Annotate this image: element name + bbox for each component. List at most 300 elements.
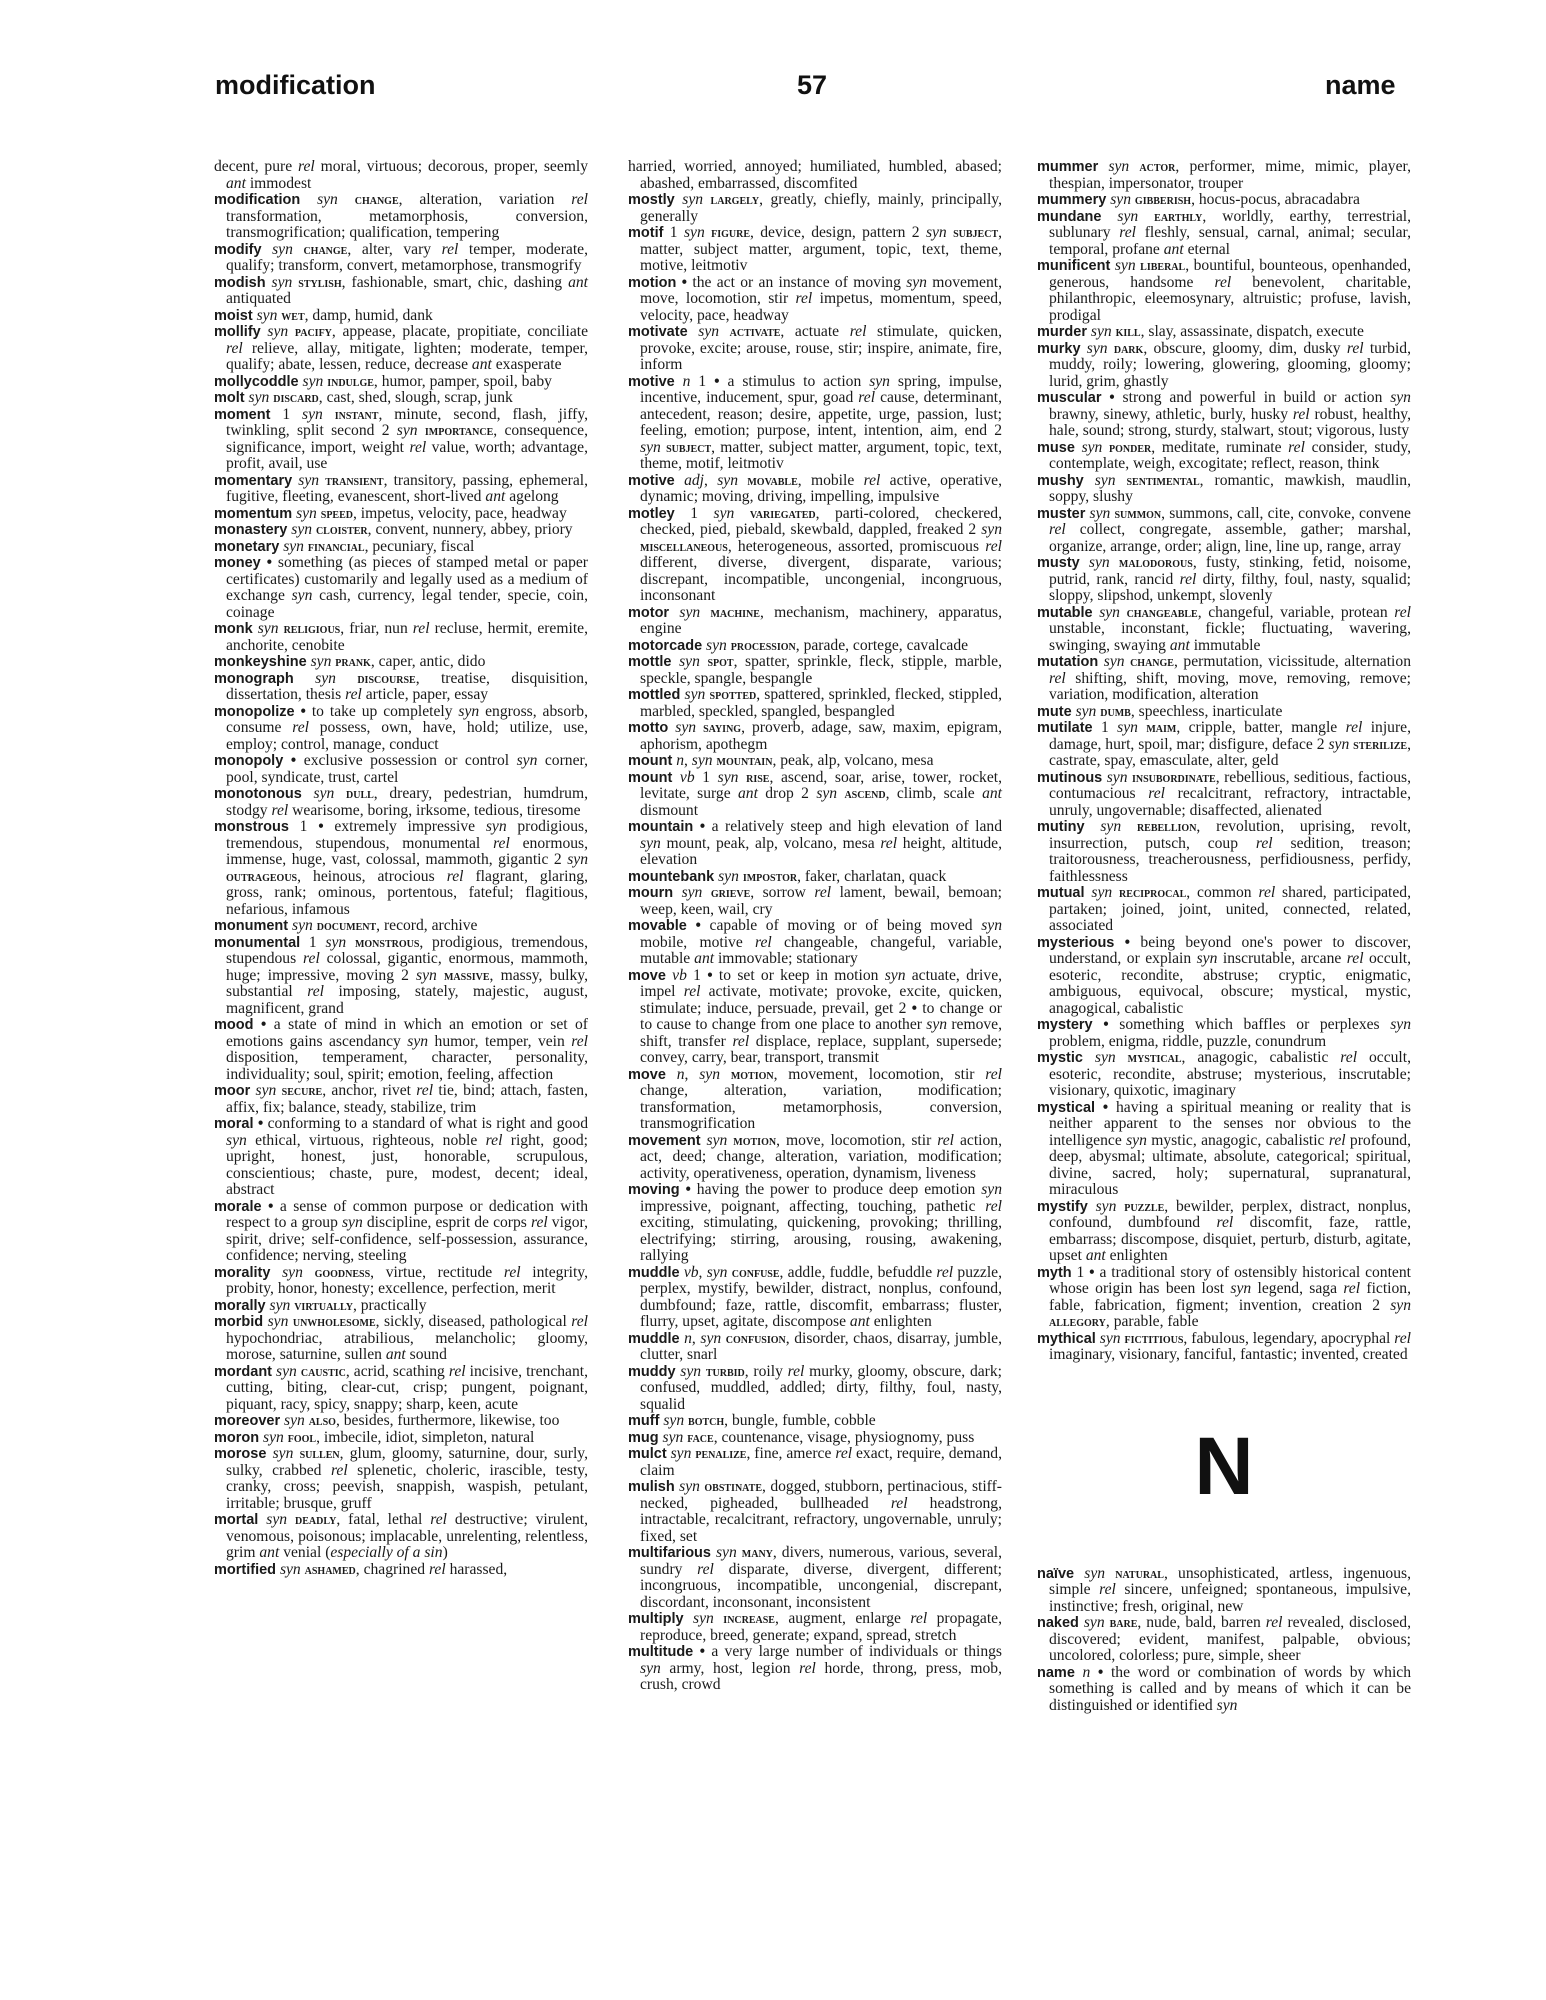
usage-label: ant <box>694 950 715 967</box>
usage-label: syn <box>1075 702 1097 720</box>
cross-reference: largely <box>710 192 760 208</box>
cross-reference: botch <box>688 1413 725 1429</box>
usage-label: syn <box>699 1065 720 1083</box>
entry-headword: monetary <box>214 538 280 555</box>
definition-bullet: • <box>699 1643 706 1660</box>
dictionary-entry: mutilate 1 syn maim, cripple, batter, mangle rel injure, damage, hurt, spoil, mar; disfigure, deface 2 syn sterilize, castrate, spay, emasculate, alter, geld <box>1037 719 1411 769</box>
cross-reference: mountain <box>716 753 773 769</box>
usage-label: rel <box>1346 339 1364 357</box>
definition-bullet: • <box>1102 1098 1109 1116</box>
usage-label: syn <box>272 1445 294 1462</box>
usage-label: rel <box>683 983 701 1000</box>
usage-label: syn <box>679 603 701 621</box>
usage-label: ant <box>485 488 506 505</box>
usage-label: rel <box>530 1214 548 1231</box>
entry-headword: motto <box>628 720 669 736</box>
cross-reference: document <box>316 918 377 934</box>
entry-headword: modish <box>214 274 266 291</box>
entry-headword: modification <box>214 192 301 208</box>
entry-headword: munificent <box>1037 258 1111 274</box>
entry-headword: musty <box>1037 555 1080 571</box>
cross-reference: natural <box>1115 1565 1164 1582</box>
usage-label: ant <box>1085 1247 1106 1264</box>
cross-reference: stylish <box>298 274 342 291</box>
usage-label: rel <box>1258 884 1276 901</box>
dictionary-entry: mood • a state of mind in which an emotion or set of emotions gains ascendancy syn humor, temper, vein rel disposition, temperament, character, personality, individuality; soul, spirit; emotion, feeling, affection <box>214 1016 588 1083</box>
usage-label: syn <box>679 653 700 670</box>
usage-label: syn <box>317 191 338 208</box>
entry-headword: muddle <box>628 1330 680 1347</box>
dictionary-entry: morbid syn unwholesome, sickly, diseased, pathological rel hypochondriac, atrabilious, melancholic; gloomy, morose, saturnine, sullen ant sound <box>214 1313 588 1363</box>
entry-headword: movement <box>628 1132 701 1149</box>
usage-label: rel <box>1292 405 1310 423</box>
usage-label: rel <box>271 801 289 819</box>
cross-reference: change <box>1130 654 1174 670</box>
entry-headword: monstrous <box>214 819 289 835</box>
usage-label: syn <box>717 471 739 489</box>
dictionary-entry: money • something (as pieces of stamped metal or paper certificates) customarily and legally used as a medium of exchange syn cash, currency, legal tender, specie, coin, coinage <box>214 554 588 621</box>
dictionary-entry: motor syn machine, mechanism, machinery, apparatus, engine <box>628 603 1002 637</box>
usage-label: rel <box>795 290 813 307</box>
dictionary-entry: multitude • a very large number of individuals or things syn army, host, legion rel horde, throng, press, mob, crush, crowd <box>628 1643 1002 1693</box>
usage-label: rel <box>1179 570 1197 588</box>
entry-headword: motor <box>628 604 670 621</box>
definition-bullet: • <box>1097 1663 1104 1681</box>
cross-reference: ashamed <box>304 1561 356 1578</box>
usage-label: syn <box>1094 1049 1116 1066</box>
entry-headword: multifarious <box>628 1545 711 1561</box>
usage-label: syn <box>718 867 739 885</box>
usage-label: syn <box>640 438 661 456</box>
cross-reference: discourse <box>357 670 416 687</box>
dictionary-entry: motive n 1 • a stimulus to action syn spring, impulse, incentive, inducement, spur, goad rel cause, determinant, antecedent, reason; desire, appetite, urge, passion, lust; feeling, emotion; purpose, intent, intention, aim, end 2 syn subject, matter, subject matter, argument, topic, text, theme, motif, leitmotiv <box>628 372 1002 472</box>
cross-reference: prank <box>335 654 371 670</box>
usage-label: syn <box>396 422 418 439</box>
usage-label: rel <box>1346 950 1364 967</box>
entry-headword: mottled <box>628 687 681 703</box>
left-guide-word: modification <box>215 70 376 100</box>
cross-reference: fictitious <box>1124 1330 1184 1347</box>
definition-bullet: • <box>911 999 918 1017</box>
usage-label: syn <box>1117 719 1138 736</box>
usage-label: rel <box>409 438 427 456</box>
usage-label: rel <box>1216 1214 1234 1231</box>
usage-label: syn <box>291 521 313 538</box>
usage-label: n <box>684 1329 692 1347</box>
cross-reference: pacify <box>294 324 332 340</box>
usage-label: rel <box>448 1362 466 1380</box>
usage-label: syn <box>640 834 661 852</box>
definition-bullet: • <box>318 818 324 835</box>
usage-label: rel <box>493 834 510 852</box>
entry-headword: mountebank <box>628 868 715 885</box>
usage-label: syn <box>1084 1564 1106 1582</box>
dictionary-entry: multifarious syn many, divers, numerous, various, several, sundry rel disparate, diverse, divergent, different; incongruous, incompatible, uncongenial, discrepant, discordant, inconsonant, inconsistent <box>628 1544 1002 1611</box>
usage-label: syn <box>1110 191 1132 208</box>
usage-label: ant <box>849 1313 870 1330</box>
dictionary-entry: move vb 1 • to set or keep in motion syn actuate, drive, impel rel activate, motivate; provoke, excite, quicken, stimulate; induce, persuade, prevail, get 2 • to change or to cause to change from one place to another syn remove, shift, transfer rel displace, replace, supplant, supersede; convey, carry, bear, transport, transmit <box>628 966 1003 1066</box>
usage-label: syn <box>226 1131 247 1149</box>
entry-headword: monograph <box>214 670 294 687</box>
entry-headword: moron <box>214 1429 260 1446</box>
usage-label: syn <box>675 719 697 736</box>
dictionary-entry: morose syn sullen, glum, gloomy, saturnine, dour, surly, sulky, crabbed rel splenetic, choleric, irascible, testy, cranky, cross; peevish, snappish, waspish, petulant, irritable; brusque, gruff <box>214 1445 588 1512</box>
usage-label: rel <box>297 158 315 175</box>
right-guide-word: name <box>1325 70 1396 100</box>
usage-label: syn <box>313 785 335 802</box>
usage-label: syn <box>257 620 279 637</box>
entry-headword: muse <box>1037 439 1075 456</box>
dictionary-entry: moreover syn also, besides, furthermore, likewise, too <box>214 1412 560 1429</box>
usage-label: rel <box>937 1131 955 1149</box>
usage-label: syn <box>302 405 323 423</box>
definition-bullet: • <box>266 554 273 571</box>
entry-headword: morale <box>214 1198 262 1215</box>
cross-reference: figure <box>711 225 751 241</box>
entry-headword: moreover <box>214 1413 281 1429</box>
entry-headword: naked <box>1037 1615 1079 1631</box>
usage-label: rel <box>1394 603 1411 621</box>
entry-headword: multitude <box>628 1644 694 1660</box>
cross-reference: spot <box>707 654 734 670</box>
usage-label: syn <box>679 1478 700 1495</box>
cross-reference: cloister <box>315 522 368 538</box>
dictionary-entry: mystic syn mystical, anagogic, cabalistic rel occult, esoteric, recondite, abstruse; mysterious, inscrutable; visionary, quixotic, imaginary <box>1037 1049 1411 1099</box>
definition-bullet: • <box>260 1016 267 1033</box>
usage-label: syn <box>1103 653 1125 670</box>
entry-headword: money <box>214 555 261 571</box>
entry-headword: mystic <box>1037 1050 1083 1066</box>
cross-reference: increase <box>723 1611 775 1627</box>
dictionary-entry: mount vb 1 syn rise, ascend, soar, arise, tower, rocket, levitate, surge ant drop 2 syn ascend, climb, scale ant dismount <box>628 768 1003 819</box>
dictionary-entry: muddle n, syn confusion, disorder, chaos, disarray, jumble, clutter, snarl <box>628 1329 1002 1363</box>
usage-label: rel <box>503 1263 521 1281</box>
usage-label: n <box>1082 1663 1091 1681</box>
entry-headword: mutinous <box>1037 769 1103 786</box>
dictionary-entry: monkeyshine syn prank, caper, antic, dido <box>214 653 486 670</box>
cross-reference: saying <box>703 720 742 736</box>
usage-label: syn <box>869 372 890 390</box>
cross-reference: variegated <box>749 505 816 522</box>
cross-reference: confuse <box>731 1264 780 1281</box>
cross-reference: obstinate <box>704 1479 762 1495</box>
usage-label: syn <box>567 851 588 868</box>
dictionary-entry: motto syn saying, proverb, adage, saw, maxim, epigram, aphorism, apothegm <box>628 719 1002 753</box>
usage-label: syn <box>1100 818 1122 835</box>
dictionary-entry: decent, pure rel moral, virtuous; decorous, proper, seemly ant immodest <box>214 158 588 192</box>
usage-label: syn <box>670 1445 692 1462</box>
dictionary-entry: molt syn discard, cast, shed, slough, scrap, junk <box>214 389 513 406</box>
entry-headword: motion <box>628 274 677 291</box>
usage-label: syn <box>263 1428 284 1446</box>
usage-label: rel <box>345 686 362 703</box>
entry-headword: molt <box>214 390 245 406</box>
dictionary-entry: muddle vb, syn confuse, addle, fuddle, befuddle rel puzzle, perplex, mystify, bewilder, distract, nonplus, confound, dumbfound; faze, rattle, discomfit, embarrass; fluster, flurry, upset, agitate, discompose ant enlighten <box>628 1263 1002 1330</box>
definition-bullet: • <box>1103 1016 1109 1033</box>
cross-reference: maim <box>1146 720 1177 736</box>
usage-label: rel <box>835 1445 853 1462</box>
dictionary-entry: modification syn change, alteration, variation rel transformation, metamorphosis, conversion, transmogrification; qualification, tempering <box>214 191 589 241</box>
usage-label: syn <box>279 1560 301 1578</box>
dictionary-entry: move n, syn motion, movement, locomotion, stir rel change, alteration, variation, modification; transformation, metamorphosis, conversion, transmogrification <box>628 1065 1003 1132</box>
definition-bullet: • <box>257 1115 264 1132</box>
usage-label: rel <box>485 1131 503 1149</box>
dictionary-entry: monk syn religious, friar, nun rel recluse, hermit, eremite, anchorite, cenobite <box>214 620 588 654</box>
usage-label: syn <box>248 389 270 406</box>
dictionary-entry: monstrous 1 • extremely impressive syn prodigious, tremendous, stupendous, monumental rel enormous, immense, huge, vast, colossal, mammoth, gigantic 2 syn outrageous, heinous, atrocious rel flagrant, glaring, gross, rank; ominous, portentous, fateful; flagitious, nefarious, infamous <box>214 818 589 918</box>
dictionary-entry: mutual syn reciprocal, common rel shared, participated, partaken; joined, joint, united, connected, related, associated <box>1037 884 1411 934</box>
usage-label: rel <box>1394 1329 1412 1347</box>
entry-headword: mute <box>1037 703 1072 720</box>
entry-headword: mummer <box>1037 159 1099 175</box>
cross-reference: machine <box>710 604 760 621</box>
usage-label: syn <box>981 521 1002 538</box>
entry-headword: monument <box>214 918 289 934</box>
dictionary-entry: muster syn summon, summons, call, cite, convoke, convene rel collect, congregate, assemble, gather; marshal, organize, arrange, order; align, line, line up, range, array <box>1037 504 1411 555</box>
usage-label: rel <box>292 719 309 736</box>
entry-headword: mug <box>628 1429 659 1446</box>
cross-reference: massive <box>443 967 490 984</box>
usage-label: syn <box>1090 323 1112 340</box>
cross-reference: malodorous <box>1118 555 1193 571</box>
usage-label: rel <box>303 950 320 967</box>
entry-headword: mortal <box>214 1512 259 1528</box>
usage-label: syn <box>640 1659 661 1677</box>
cross-reference: instant <box>334 406 379 423</box>
dictionary-entry: monastery syn cloister, convent, nunnery, abbey, priory <box>214 521 573 538</box>
usage-label: syn <box>272 240 293 258</box>
usage-label: rel <box>1049 521 1066 538</box>
entry-headword: modify <box>214 241 262 258</box>
dictionary-entry: mollify syn pacify, appease, placate, propitiate, conciliate rel relieve, allay, mitigate, lighten; moderate, temper, qualify; abate, lessen, reduce, decrease ant exasperate <box>214 323 589 373</box>
cross-reference: rise <box>746 769 770 786</box>
usage-label: syn <box>284 1412 305 1429</box>
dictionary-entry: monetary syn financial, pecuniary, fiscal <box>214 537 475 555</box>
entry-headword: mystify <box>1037 1198 1088 1215</box>
entry-headword: monastery <box>214 522 288 538</box>
dictionary-entry: moving • having the power to produce deep emotion syn impressive, poignant, affecting, touching, pathetic rel exciting, stimulating, quickening, provoking; thrilling, electrifying; stirring, arousing, rousing, awakening, rallying <box>628 1181 1002 1264</box>
cross-reference: sentimental <box>1126 472 1200 489</box>
dictionary-entry: moral • conforming to a standard of what is right and good syn ethical, virtuous, righteous, noble rel right, good; upright, honest, just, honorable, scrupulous, conscientious; chaste, pure, modest, decent; ideal, abstract <box>214 1115 588 1198</box>
entry-headword: monkeyshine <box>214 654 307 670</box>
entry-headword: mythical <box>1037 1330 1096 1347</box>
cross-reference: subject <box>953 225 999 241</box>
usage-label: syn <box>1390 389 1411 406</box>
cross-reference: bare <box>1109 1615 1138 1631</box>
entry-column-3 <box>1037 159 1411 1714</box>
dictionary-entry: moor syn secure, anchor, rivet rel tie, bind; attach, fasten, affix, fix; balance, steady, stabilize, trim <box>214 1082 588 1116</box>
usage-label: n <box>676 1065 685 1083</box>
cross-reference: virtually <box>294 1297 353 1314</box>
usage-label: syn <box>981 1181 1002 1198</box>
cross-reference: motion <box>733 1132 777 1149</box>
cross-reference: caustic <box>300 1363 346 1380</box>
cross-reference: insubordinate <box>1131 769 1216 786</box>
dictionary-entry: mottled syn spotted, spattered, sprinkled, flecked, stippled, marbled, speckled, spangled, bespangled <box>628 686 1002 720</box>
usage-label: syn <box>683 224 705 241</box>
entry-headword: mordant <box>214 1363 272 1380</box>
usage-label: syn <box>302 372 324 390</box>
usage-label: syn <box>684 686 706 703</box>
cross-reference: deadly <box>295 1512 337 1528</box>
usage-label: syn <box>1083 1614 1105 1631</box>
entry-headword: motorcade <box>628 637 703 654</box>
usage-label: syn <box>458 702 480 720</box>
usage-label: syn <box>926 1016 948 1033</box>
entry-headword: moral <box>214 1116 254 1132</box>
usage-label: syn <box>1117 207 1139 225</box>
cross-reference: reciprocal <box>1119 885 1187 901</box>
dictionary-entry: monopolize • to take up completely syn engross, absorb, consume rel possess, own, have, hold; utilize, use, employ; control, manage, conduct <box>214 702 589 753</box>
usage-label: syn <box>1089 504 1111 522</box>
dictionary-entry: mourn syn grieve, sorrow rel lament, bewail, bemoan; weep, keen, wail, cry <box>628 884 1002 918</box>
dictionary-entry: murder syn kill, slay, assassinate, dispatch, execute <box>1037 323 1364 340</box>
entry-headword: mottle <box>628 654 672 670</box>
usage-label: rel <box>755 933 772 951</box>
usage-label: n <box>682 372 691 390</box>
entry-headword: moving <box>628 1182 680 1198</box>
usage-label: ant <box>1169 636 1190 654</box>
dictionary-entry: mulish syn obstinate, dogged, stubborn, pertinacious, stiff-necked, pigheaded, bullheaded rel headstrong, intractable, recalcitrant, refractory, ungovernable, unruly; fixed, set <box>628 1478 1003 1545</box>
dictionary-entry: motorcade syn procession, parade, cortege, cavalcade <box>628 636 969 654</box>
usage-label: ant <box>226 174 246 192</box>
entry-headword: motivate <box>628 324 688 340</box>
usage-label: rel <box>985 537 1002 555</box>
usage-label: syn <box>706 636 727 654</box>
entry-headword: momentum <box>214 505 293 522</box>
dictionary-entry: mortal syn deadly, fatal, lethal rel destructive; virulent, venomous, poisonous; implacable, unrelenting, relentless, grim ant venial (especially of a sin) <box>214 1511 588 1561</box>
dictionary-entry: mottle syn spot, spatter, sprinkle, fleck, stipple, marble, speckle, spangle, bespangle <box>628 653 1003 687</box>
entry-headword: mood <box>214 1017 254 1033</box>
dictionary-entry: mortified syn ashamed, chagrined rel harassed, <box>214 1560 508 1578</box>
cross-reference: puzzle <box>1124 1198 1165 1215</box>
definition-bullet: • <box>685 1181 691 1198</box>
usage-label: syn <box>485 818 507 835</box>
entry-headword: muster <box>1037 505 1086 522</box>
usage-label: syn <box>715 1544 737 1561</box>
cross-reference: outrageous <box>226 868 298 885</box>
entry-headword: mount <box>628 769 673 786</box>
cross-reference: actor <box>1139 159 1176 175</box>
dictionary-entry: musty syn malodorous, fusty, stinking, fetid, noisome, putrid, rank, rancid rel dirty, filthy, foul, nasty, squalid; sloppy, slipshod, unkempt, slovenly <box>1037 554 1411 604</box>
usage-label: syn <box>256 306 278 324</box>
entry-headword: monk <box>214 621 253 637</box>
usage-label: syn <box>717 768 739 786</box>
entry-headword: mutilate <box>1037 720 1093 736</box>
cross-reference: allegory <box>1049 1314 1106 1330</box>
dictionary-entry: mutinous syn insubordinate, rebellious, seditious, factious, contumacious rel recalcitrant, refractory, intractable, unruly, ungovernable; disaffected, alienated <box>1037 768 1412 819</box>
usage-label: syn <box>267 1313 289 1330</box>
cross-reference: sterilize <box>1353 736 1408 753</box>
entry-headword: mortified <box>214 1561 277 1578</box>
cross-reference: fool <box>287 1429 317 1446</box>
entry-headword: mulish <box>628 1479 675 1495</box>
dictionary-entry: mutiny syn rebellion, revolution, uprising, revolt, insurrection, putsch, coup rel sedition, treason; traitorousness, treacherousness, perfidiousness, perfidy, faithlessness <box>1037 818 1412 885</box>
usage-label: syn <box>816 785 838 802</box>
dictionary-entry: modish syn stylish, fashionable, smart, chic, dashing ant antiquated <box>214 273 588 307</box>
usage-label: rel <box>799 1659 816 1677</box>
usage-label: syn <box>706 1263 728 1281</box>
cross-reference: rebellion <box>1136 819 1197 835</box>
usage-label: rel <box>890 1494 908 1512</box>
usage-label: syn <box>276 1362 297 1380</box>
definition-bullet: • <box>1109 389 1115 406</box>
cross-reference: discard <box>273 390 319 406</box>
cross-reference: wet <box>281 307 305 324</box>
usage-label: syn <box>1095 1197 1117 1215</box>
usage-label: rel <box>226 339 243 357</box>
usage-label: rel <box>849 323 867 340</box>
entry-headword: moor <box>214 1083 251 1099</box>
dictionary-entry: monotonous syn dull, dreary, pedestrian, humdrum, stodgy rel wearisome, boring, irksome, tedious, tiresome <box>214 785 588 819</box>
entry-headword: mummery <box>1037 192 1107 208</box>
entry-headword: movable <box>628 918 687 934</box>
dictionary-entry: myth 1 • a traditional story of ostensibly historical content whose origin has been lost syn legend, saga rel fiction, fable, fabrication, figment; invention, creation 2 syn allegory, parable, fable <box>1037 1263 1411 1330</box>
usage-label: syn <box>1088 554 1110 571</box>
usage-label: syn <box>1099 1329 1121 1347</box>
usage-label: ant <box>1163 240 1184 258</box>
dictionary-entry: naïve syn natural, unsophisticated, artless, ingenuous, simple rel sincere, unfeigned; spontaneous, impulsive, instinctive; fresh, original, new <box>1037 1564 1411 1615</box>
dictionary-entry: harried, worried, annoyed; humiliated, humbled, abased; abashed, embarrassed, discomfited <box>628 158 1002 192</box>
definition-bullet: • <box>707 966 713 984</box>
usage-label: ant <box>471 356 492 373</box>
entry-headword: mysterious <box>1037 934 1115 951</box>
cross-reference: importance <box>424 423 494 439</box>
cross-reference: speed <box>320 505 353 522</box>
dictionary-entry: mystical • having a spiritual meaning or reality that is neither apparent to the senses nor obvious to the intelligence syn mystic, anagogic, cabalistic rel profound, deep, abysmal; ultimate, absolute, categorical; spiritual, divine, sacred, holy; supernatural, supranatural, miraculous <box>1037 1098 1411 1198</box>
cross-reference: dark <box>1113 340 1144 357</box>
entry-headword: myth <box>1037 1264 1072 1281</box>
usage-label: rel <box>1345 719 1363 736</box>
usage-label: vb <box>672 966 687 984</box>
entry-headword: monopoly <box>214 753 284 769</box>
cross-reference: miscellaneous <box>640 538 728 555</box>
entry-headword: mountain <box>628 819 694 835</box>
entry-headword: monotonous <box>214 786 302 802</box>
dictionary-entry: multiply syn increase, augment, enlarge rel propagate, reproduce, breed, generate; expand, spread, stretch <box>628 1610 1002 1644</box>
dictionary-entry: motion • the act or an instance of moving syn movement, move, locomotion, stir rel impetus, momentum, speed, velocity, pace, headway <box>628 273 1003 324</box>
dictionary-entry: mount n, syn mountain, peak, alp, volcano, mesa <box>628 752 934 769</box>
usage-label: rel <box>307 983 324 1000</box>
entry-headword: motive <box>628 373 675 390</box>
usage-label: syn <box>1099 603 1120 621</box>
usage-label: rel <box>936 1263 954 1281</box>
usage-label: syn <box>315 669 336 687</box>
usage-label: syn <box>700 1329 722 1347</box>
page-number: 57 <box>797 70 828 100</box>
entry-headword: motive <box>628 472 675 489</box>
dictionary-entry: monograph syn discourse, treatise, disquisition, dissertation, thesis rel article, paper, essay <box>214 669 588 703</box>
usage-label: syn <box>693 1610 714 1627</box>
cross-reference: mystical <box>1127 1050 1182 1066</box>
entry-headword: morally <box>214 1297 266 1314</box>
dictionary-entry: movement syn motion, move, locomotion, stir rel action, act, deed; change, alteration, variation, modification; activity, operativeness, operation, dynamism, liveness <box>628 1131 1002 1182</box>
cross-reference: change <box>354 192 399 208</box>
cross-reference: also <box>308 1413 336 1429</box>
entry-headword: murky <box>1037 340 1081 357</box>
dictionary-entry: muscular • strong and powerful in build or action syn brawny, sinewy, athletic, burly, husky rel robust, healthy, hale, sound; strong, sturdy, stalwart, stout; vigorous, lusty <box>1037 389 1411 439</box>
usage-label: syn <box>269 1296 291 1314</box>
usage-label: syn <box>1230 1280 1252 1297</box>
section-letter: N <box>1194 1420 1254 1512</box>
usage-label: ant <box>259 1544 280 1561</box>
entry-headword: mollify <box>214 324 261 340</box>
dictionary-entry: morality syn goodness, virtue, rectitude rel integrity, probity, honor, honesty; excellence, perfection, merit <box>214 1263 588 1297</box>
dictionary-entry: muff syn botch, bungle, fumble, cobble <box>628 1412 876 1429</box>
entry-column-2 <box>628 159 1002 1694</box>
usage-label: rel <box>1049 669 1066 687</box>
dictionary-entry: naked syn bare, nude, bald, barren rel revealed, disclosed, discovered; evident, manifest, palpable, obvious; uncolored, colorless; pure, simple, sheer <box>1037 1614 1411 1664</box>
